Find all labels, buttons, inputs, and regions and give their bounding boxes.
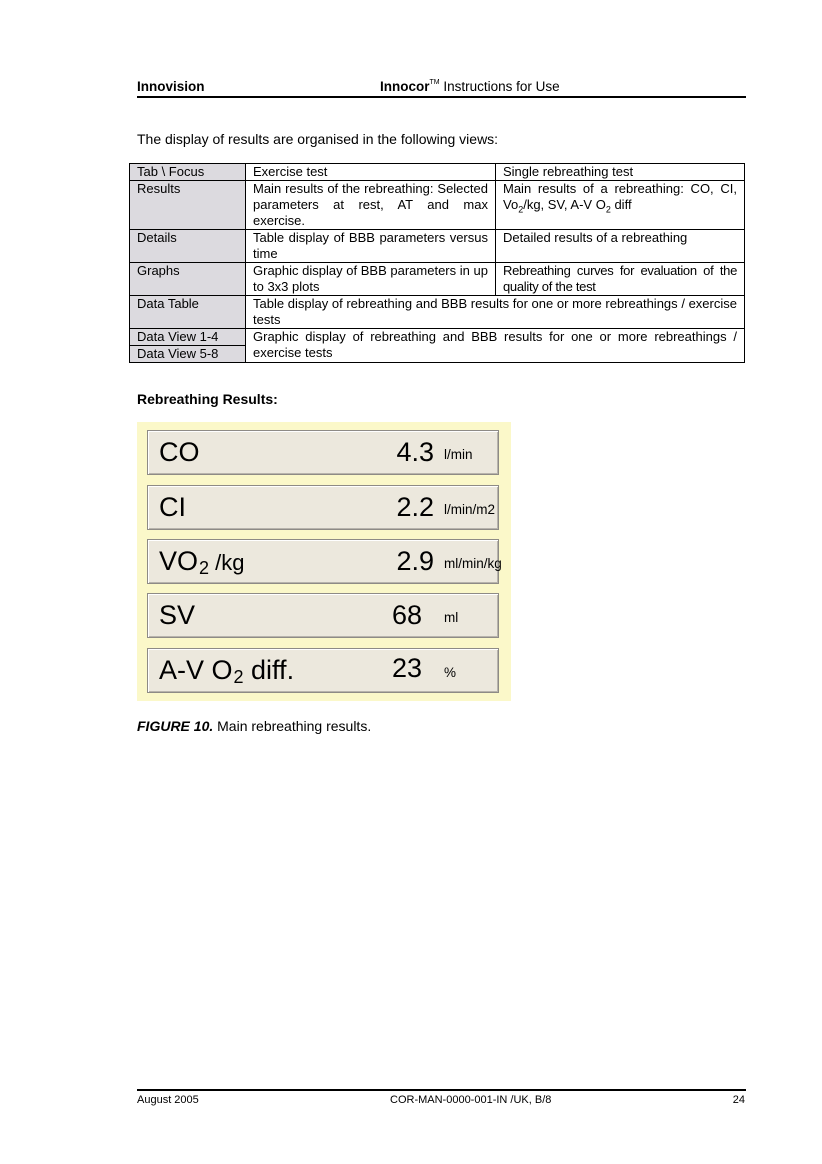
- company-name: Innovision: [137, 79, 205, 94]
- page-header: [137, 78, 746, 98]
- result-unit: %: [444, 665, 457, 680]
- page-number: 24: [732, 1094, 745, 1106]
- table-cell-tab: Graphs: [130, 263, 246, 296]
- table-header-cell: Exercise test: [246, 164, 496, 181]
- table-row: [130, 296, 745, 329]
- footer-date: August 2005: [137, 1094, 199, 1106]
- section-title: Rebreathing Results:: [137, 391, 278, 407]
- table-cell: Detailed results of a rebreathing: [496, 230, 745, 263]
- table-cell: Table display of BBB parameters versus time: [246, 230, 496, 263]
- table-cell-tab: Data View 1-4: [130, 329, 246, 346]
- result-value: 68: [391, 600, 422, 630]
- result-value: 2.2: [396, 492, 434, 522]
- table-header-cell: Single rebreathing test: [496, 164, 745, 181]
- table-row: [130, 263, 745, 296]
- document-title: [380, 79, 560, 94]
- table-cell: Main results of a rebreathing: CO, CI, $Vo_2/kg$, SV, A-V $O_2$ diff: [496, 181, 745, 230]
- doc-title-text: Instructions for Use: [439, 79, 560, 94]
- result-value: 4.3: [396, 437, 434, 467]
- result-value: 23: [391, 653, 422, 683]
- result-label: A-V O2 diff.: [159, 655, 295, 687]
- table-cell: Rebreathing curves for evaluation of the quality of the test: [496, 263, 745, 296]
- result-co: [147, 430, 499, 475]
- table-header-cell: Tab \ Focus: [130, 164, 246, 181]
- result-label: VO2 /kg: [159, 546, 245, 578]
- figure-number: FIGURE 10.: [137, 718, 214, 734]
- result-unit: ml: [444, 610, 459, 625]
- table-cell-tab: Data View 5-8: [130, 346, 246, 363]
- table-cell: Table display of rebreathing and BBB results for one or more rebreathings / exercise tests: [246, 296, 745, 329]
- result-ci: [147, 485, 499, 530]
- intro-paragraph: The display of results are organised in the following views:: [137, 131, 499, 147]
- table-cell: Graphic display of rebreathing and BBB results for one or more rebreathings / exercise tests: [246, 329, 745, 363]
- result-unit: l/min: [444, 447, 473, 462]
- result-label: SV: [159, 600, 196, 630]
- result-unit: ml/min/kg: [444, 556, 502, 571]
- table-cell-tab: Details: [130, 230, 246, 263]
- table-header-row: [130, 164, 745, 181]
- result-av-o2-diff: [147, 648, 499, 693]
- result-label: CI: [159, 492, 186, 522]
- table-row: [130, 230, 745, 263]
- result-sv: [147, 593, 499, 638]
- result-value: 2.9: [396, 546, 434, 576]
- footer-doc-id: COR-MAN-0000-001-IN /UK, B/8: [390, 1094, 552, 1106]
- results-panel: [137, 422, 511, 701]
- table-cell-tab: Data Table: [130, 296, 246, 329]
- table-cell: Main results of the rebreathing: Selected parameters at rest, AT and max exercise.: [246, 181, 496, 230]
- views-table: [129, 163, 745, 363]
- product-name: Innocor: [380, 79, 430, 94]
- result-label: CO: [159, 437, 200, 467]
- result-vo2-kg: [147, 539, 502, 584]
- result-unit: l/min/m2: [444, 502, 496, 517]
- table-cell-tab: Results: [130, 181, 246, 230]
- table-row: [130, 329, 745, 346]
- table-row: [130, 181, 745, 230]
- figure-caption: [137, 718, 371, 734]
- trademark-symbol: TM: [429, 79, 440, 86]
- caption-text: Main rebreathing results.: [213, 718, 372, 734]
- page-footer: [137, 1089, 746, 1107]
- table-cell: Graphic display of BBB parameters in up to 3x3 plots: [246, 263, 496, 296]
